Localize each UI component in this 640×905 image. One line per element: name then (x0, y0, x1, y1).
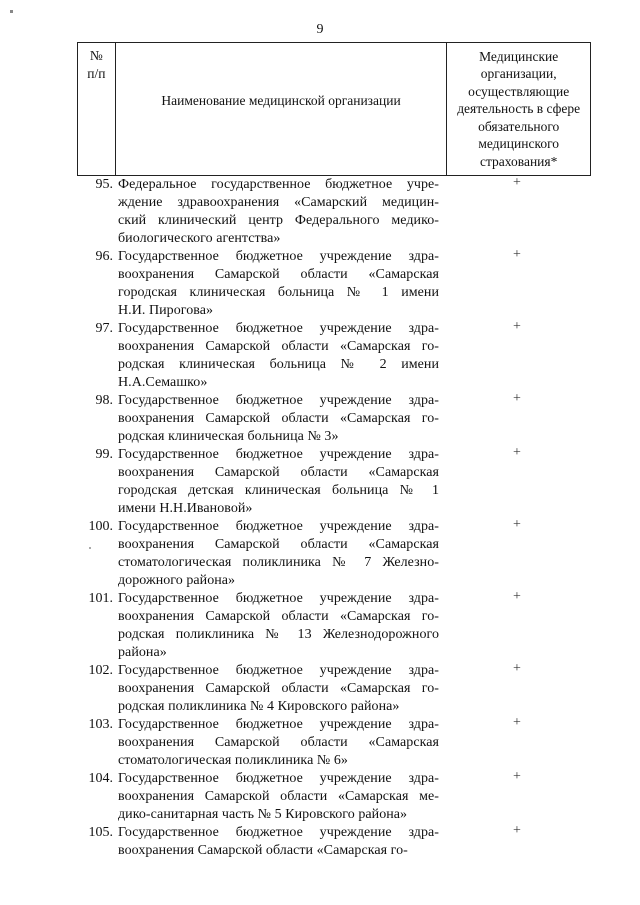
oms-flag-plus: + (513, 661, 521, 676)
organization-name-line: района» (118, 645, 167, 660)
organization-name-line: родская поликлиника № 13 Железнодорожного (118, 627, 439, 642)
organization-name (118, 590, 439, 662)
oms-flag-plus: + (513, 445, 521, 460)
row-number: 100. (88, 519, 113, 534)
organization-name-line: воохранения Самарской области «Самарская (118, 465, 439, 480)
table-header (77, 42, 591, 176)
organization-name (118, 176, 439, 248)
row-number: 105. (88, 825, 113, 840)
organization-name-line: воохранения Самарской области «Самарская го- (118, 681, 439, 696)
table-row (0, 518, 640, 590)
organization-name (118, 392, 439, 446)
organization-name-line: воохранения Самарской области «Самарская (118, 267, 439, 282)
row-number: 102. (88, 663, 113, 678)
organization-name (118, 446, 439, 518)
organization-name-line: Государственное бюджетное учреждение здра- (118, 717, 439, 732)
header-number-label: № п/п (87, 48, 106, 81)
organization-name-line: городская детская клиническая больница № 1 (118, 483, 439, 498)
row-number: 101. (88, 591, 113, 606)
scan-speck (89, 547, 91, 549)
organization-name-line: Государственное бюджетное учреждение здра- (118, 249, 439, 264)
row-number: 95. (95, 177, 113, 192)
organization-name-line: родская клиническая больница № 2 имени (118, 357, 439, 372)
organization-name-line: ждение здравоохранения «Самарский медицин- (118, 195, 439, 210)
row-number: 103. (88, 717, 113, 732)
organization-name-line: городская клиническая больница № 1 имени (118, 285, 439, 300)
table-row (0, 392, 640, 446)
organization-name (118, 518, 439, 590)
table-row (0, 446, 640, 518)
organization-name-line: ский клинический центр Федерального медико- (118, 213, 439, 228)
header-number-column (78, 43, 116, 176)
oms-flag-plus: + (513, 247, 521, 262)
organization-name-line: имени Н.Н.Ивановой» (118, 501, 253, 516)
organization-name-line: родская поликлиника № 4 Кировского района» (118, 699, 400, 714)
organization-name-line: Федеральное государственное бюджетное учре- (118, 177, 439, 192)
header-oms-label: Медицинские организации, осуществляющие деятельность в сфере обязательного медицинского страхования* (457, 48, 581, 169)
organization-name-line: Государственное бюджетное учреждение здра- (118, 447, 439, 462)
organization-name (118, 824, 439, 860)
organization-name-line: Государственное бюджетное учреждение здра- (118, 393, 439, 408)
organization-name (118, 716, 439, 770)
organization-name-line: Государственное бюджетное учреждение здра- (118, 771, 439, 786)
organization-name-line: воохранения Самарской области «Самарская го- (118, 411, 439, 426)
oms-flag-plus: + (513, 319, 521, 334)
organization-name-line: воохранения Самарской области «Самарская го- (118, 609, 439, 624)
oms-flag-plus: + (513, 769, 521, 784)
organization-name-line: родская клиническая больница № 3» (118, 429, 339, 444)
organization-name-line: воохранения Самарской области «Самарская (118, 735, 439, 750)
organization-name-line: Государственное бюджетное учреждение здра- (118, 519, 439, 534)
organization-name-line: Н.И. Пирогова» (118, 303, 214, 318)
header-name-column (115, 43, 447, 176)
organization-name (118, 770, 439, 824)
oms-flag-plus: + (513, 823, 521, 838)
row-number: 99. (95, 447, 113, 462)
header-name-label: Наименование медицинской организации (161, 93, 401, 109)
organization-name-line: воохранения Самарской области «Самарская го- (118, 843, 408, 858)
row-number: 98. (95, 393, 113, 408)
row-number: 104. (88, 771, 113, 786)
scan-mark (10, 10, 13, 13)
organization-name (118, 662, 439, 716)
oms-flag-plus: + (513, 715, 521, 730)
organization-name-line: воохранения Самарской области «Самарская го- (118, 339, 439, 354)
row-number: 97. (95, 321, 113, 336)
organization-list (0, 176, 640, 860)
table-row (0, 662, 640, 716)
table-row (0, 824, 640, 860)
organization-name-line: воохранения Самарской области «Самарская (118, 537, 439, 552)
table-row (0, 176, 640, 248)
page-number: 9 (316, 22, 324, 37)
organization-name (118, 320, 439, 392)
oms-flag-plus: + (513, 589, 521, 604)
row-number: 96. (95, 249, 113, 264)
organization-name-line: стоматологическая поликлиника № 6» (118, 753, 348, 768)
organization-name-line: Государственное бюджетное учреждение здра- (118, 321, 439, 336)
organization-name-line: дорожного района» (118, 573, 236, 588)
organization-name-line: Государственное бюджетное учреждение здра- (118, 591, 439, 606)
header-oms-column (447, 43, 591, 176)
table-row (0, 590, 640, 662)
organization-name-line: Н.А.Семашко» (118, 375, 208, 390)
organization-name-line: Государственное бюджетное учреждение здра- (118, 663, 439, 678)
table-row (0, 320, 640, 392)
oms-flag-plus: + (513, 391, 521, 406)
organization-name-line: биологического агентства» (118, 231, 281, 246)
organization-name-line: дико-санитарная часть № 5 Кировского района» (118, 807, 408, 822)
organization-name-line: Государственное бюджетное учреждение здра- (118, 825, 439, 840)
oms-flag-plus: + (513, 175, 521, 190)
organization-name-line: стоматологическая поликлиника № 7 Железно- (118, 555, 439, 570)
organization-name-line: воохранения Самарской области «Самарская ме- (118, 789, 439, 804)
organization-name (118, 248, 439, 320)
oms-flag-plus: + (513, 517, 521, 532)
table-row (0, 248, 640, 320)
table-row (0, 770, 640, 824)
table-row (0, 716, 640, 770)
